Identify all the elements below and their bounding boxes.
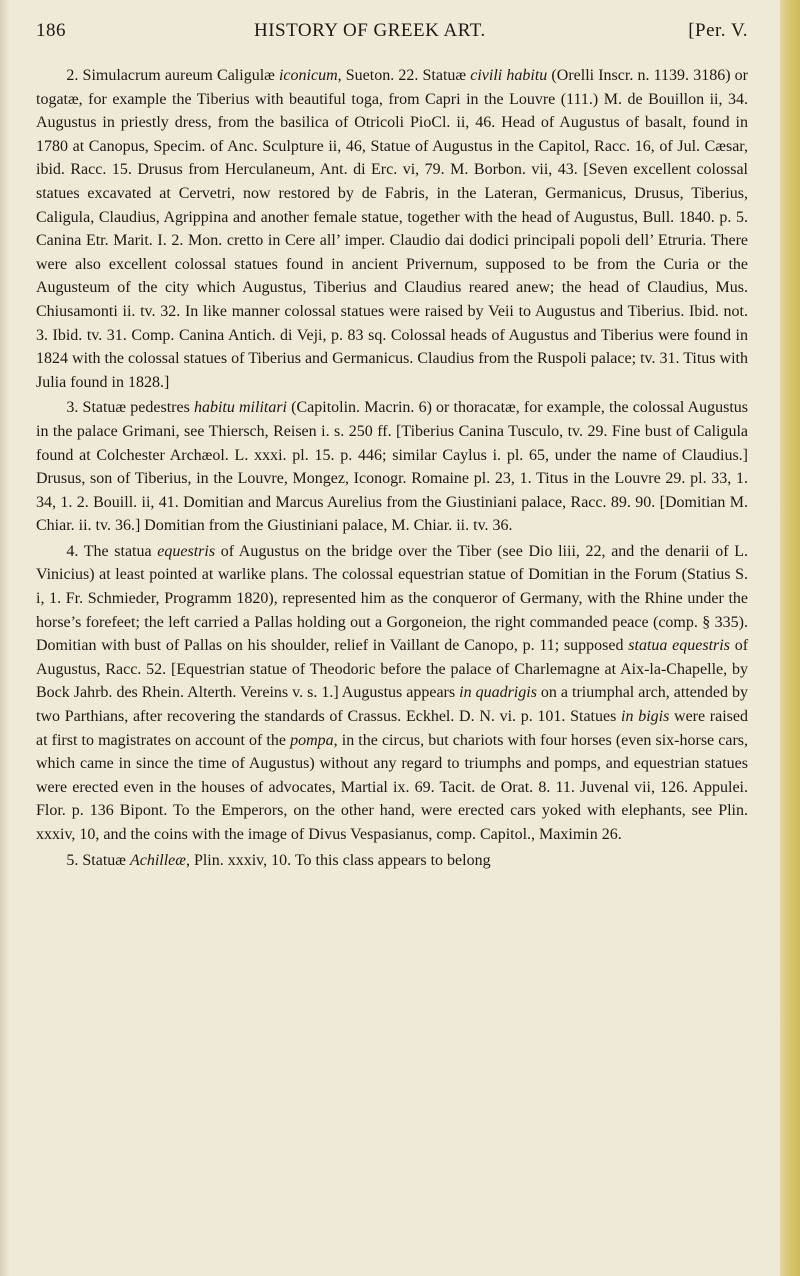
italic-term: habitu militari [193,399,288,417]
italic-term: in quadrigis [459,684,537,702]
italic-term: civili habitu [470,67,548,84]
running-header [36,16,748,46]
italic-term: in bigis [621,708,670,726]
book-edge [780,0,800,1276]
paragraph-5 [36,849,748,873]
text-run: , Plin. xxxiv, 10. To this class appears to belong [185,851,491,869]
page-number: 186 [36,20,66,41]
italic-term: equestris [157,542,216,560]
italic-term: Achilleæ [129,851,186,869]
text-run: 5. Statuæ [66,851,130,869]
italic-term: statua equestris [628,637,730,655]
text-run: of Augustus, Racc. 52. [Equestrian statue of Theodoric before the palace of Charlemagne at Aix-la-Chapelle, by Bock Jahrb. des Rhein. Alterth. Vereins v. s. 1.] Augustus appears [36,637,749,702]
text-run: 2. Simulacrum aureum Caligulæ [66,67,279,84]
text-run: , Sueton. 22. Statuæ [337,67,471,84]
text-run: (Orelli Inscr. n. 1139. 3186) or togatæ, for example the Tiberius with beautiful toga, from Capri in the Louvre (111.) M. de Bouillon ii, 34. Augustus in priestly dress, from the basilica of Otricoli PioCl. ii, 46. Head of Augustus of basalt, found in 1780 at Canopus, Specim. of Anc. Sculpture ii, 46, Statue of Augustus in the Capitol, Racc. 16, of Jul. Cæsar, ibid. Racc. 15. Drusus from Herculaneum, Ant. di Erc. vi, 79. M. Borbon. vii, 43. [Seven excellent colossal statues excavated at Cervetri, now restored by de Fabris, in the Lateran, Germanicus, Drusus, Tiberius, Caligula, Claudius, Agrippina and another female statue, together with the head of Augustus, Bull. 1840. p. 5. Canina Etr. Marit. I. 2. Mon. cretto in Cere all’ imper. Claudio dai dodici principali popoli dell’ Etruria. There were also excellent colossal statues found in ancient Privernum, supposed to be from the Curia or the Augusteum of the city which Augustus, Tiberius and Claudius reared anew; the head of Claudius, Mus. Chiusamonti ii. tv. 32. In like manner colossal statues were raised by Veii to Augustus and Tiberius. Ibid. not. 3. Ibid. tv. 31. Comp. Canina Antich. di Veji, p. 83 sq. Colossal heads of Augustus and Tiberius were found in 1824 with the colossal statues of Tiberius and Germanicus. Claudius from the Ruspoli palace; tv. 31. Titus with Julia found in 1828.] [36,67,749,391]
body-text [36,64,748,874]
text-run: on a triumphal arch, attended by two Parthians, after recovering the standards of Crassus. Eckhel. D. N. vi. p. 101. Statues [36,684,748,726]
italic-term: pompa [290,731,334,749]
text-run: (Capitolin. Macrin. 6) or thoracatæ, for example, the colossal Augustus in the palace Grimani, see Thiersch, Reisen i. s. 250 ff. [Tiberius Canina Tusculo, tv. 29. Fine bust of Caligula found at Colchester Archæol. L. xxxi. pl. 15. p. 446; similar Caylus i. pl. 65, under the name of Claudius.] Drusus, son of Tiberius, in the Louvre, Mongez, Iconogr. Romaine pl. 23, 1. Titus in the Louvre 29. pl. 33, 1. 34, 1. 2. Bouill. ii, 41. Domitian and Marcus Aurelius from the Giustiniani palace, Racc. 89. 90. [Domitian M. Chiar. ii. tv. 36.] Domitian from the Giustiniani palace, M. Chiar. ii. tv. 36. [36,399,749,535]
text-run: , in the circus, but chariots with four horses (even six-horse cars, which came in since the time of Augustus) without any regard to triumphs and pomps, and equestrian statues were erected even in the houses of advocates, Martial ix. 69. Tacit. de Orat. 8. 11. Juvenal vii, 126. Appulei. Flor. p. 136 Bipont. To the Emperors, on the other hand, were erected cars yoked with elephants, see Plin. xxxiv, 10, and the coins with the image of Divus Vespasianus, comp. Capitol., Maximin 26. [36,731,749,843]
italic-term: iconicum [278,67,338,84]
paragraph-3 [36,396,748,538]
text-run: 3. Statuæ pedestres [66,399,194,417]
running-title: HISTORY OF GREEK ART. [254,20,486,41]
paragraph-2 [36,64,748,394]
text-run: 4. The statua [66,542,158,560]
page-edge-shadow [0,0,10,1276]
section-label: [Per. V. [688,20,748,41]
paragraph-4 [36,540,748,847]
text-run: were raised at first to magistrates on account of the [36,708,749,749]
text-run: of Augustus on the bridge over the Tiber (see Dio liii, 22, and the denarii of L. Vinicius) at least pointed at warlike plans. The colossal equestrian statue of Domitian in the Forum (Statius S. i, 1. Fr. Schmieder, Programm 1820), represented him as the conqueror of Germany, with the Rhine under the horse’s forefeet; the left carried a Pallas holding out a Gorgoneion, the right commanded peace (comp. § 335). Domitian with bust of Pallas on his shoulder, relief in Vaillant de Canopo, p. 11; supposed [36,542,748,655]
